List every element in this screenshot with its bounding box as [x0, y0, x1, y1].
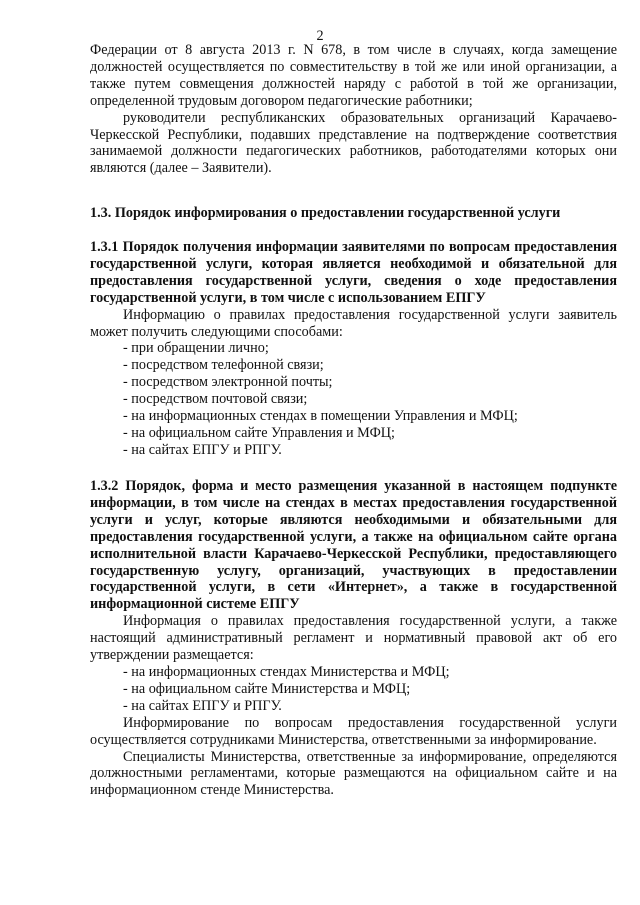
subsection-1-3-1: [90, 239, 617, 459]
list-item: - на официальном сайте Управления и МФЦ;: [123, 424, 395, 441]
subsection-1-3-2-intro: Информация о правилах предоставления государственной услуги, а также настоящий административный регламент и нормативный правовой акт об его утверждении размещается:: [90, 613, 617, 664]
specialists-paragraph: Специалисты Министерства, ответственные за информирование, определяются должностными регламентами, которые размещаются на официальном сайте и на информационном стенде Министерства.: [90, 748, 617, 799]
intro-paragraph-2: руководители республиканских образовательных организаций Карачаево-Черкесской Республики, подавших представление на подтверждение соответствия занимаемой должности педагогических работников, работодателями которых они являются (далее – Заявители).: [90, 109, 617, 177]
list-item: - при обращении лично;: [123, 340, 269, 357]
subsection-1-3-2: [90, 478, 617, 799]
list-item: - посредством электронной почты;: [123, 374, 333, 391]
subsection-1-3-1-heading: 1.3.1 Порядок получения информации заявителями по вопросам предоставления государственной услуги, которая является необходимой и обязательной для предоставления государственной услуги, сведения о ходе предоставления государственной услуги, в том числе с использованием ЕПГУ: [90, 239, 617, 306]
list-item: - на информационных стендах в помещении Управления и МФЦ;: [123, 408, 518, 425]
intro-block: [90, 42, 617, 177]
list-item: - на информационных стендах Министерства и МФЦ;: [123, 663, 450, 680]
list-item: - на сайтах ЕПГУ и РПГУ.: [123, 697, 282, 714]
list-item: - на сайтах ЕПГУ и РПГУ.: [123, 441, 282, 458]
list-item: - посредством почтовой связи;: [123, 391, 308, 408]
subsection-1-3-1-intro: Информацию о правилах предоставления государственной услуги заявитель может получить следующими способами:: [90, 306, 617, 340]
section-title: 1.3. Порядок информирования о предоставлении государственной услуги: [90, 205, 561, 221]
subsection-1-3-2-heading: 1.3.2 Порядок, форма и место размещения указанной в настоящем подпункте информации, в том числе на стендах в местах предоставления государственной услуги и услуг, которые являются необходимыми и обязательными для предоставления государственной услуги, а также на официальном сайте органа исполнительной власти Карачаево-Черкесской Республики, предоставляющего государственную услугу, организаций, участвующих в предоставлении государственной услуги, в сети «Интернет», а также в государственной информационной системе ЕПГУ: [90, 478, 617, 613]
list-item: - на официальном сайте Министерства и МФЦ;: [123, 680, 411, 697]
informing-paragraph: Информирование по вопросам предоставления государственной услуги осуществляется сотрудниками Министерства, ответственными за информирование.: [90, 714, 617, 748]
intro-paragraph-1: Федерации от 8 августа 2013 г. N 678, в том числе в случаях, когда замещение должностей осуществляется по совместительству в той же или иной организации, а также путем совмещения должностей наряду с работой в той же организации, определенной трудовым договором педагогические работники;: [90, 42, 617, 109]
list-item: - посредством телефонной связи;: [123, 357, 324, 374]
page-number: 2: [316, 28, 324, 44]
section-1-3: [90, 205, 617, 222]
